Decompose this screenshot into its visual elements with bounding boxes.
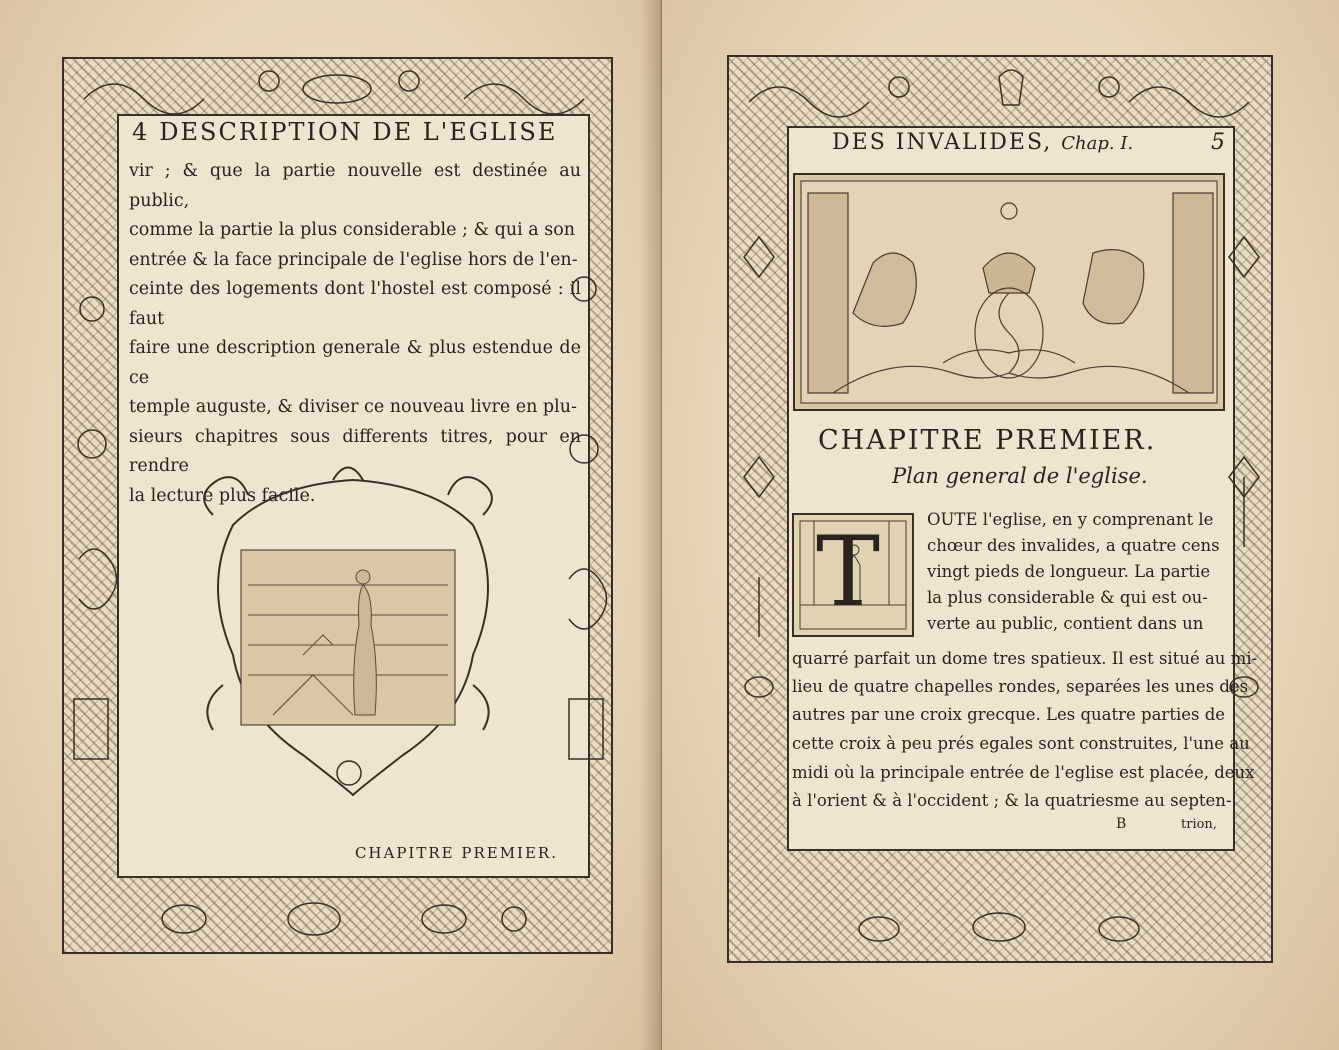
vignette-cartouche-engraving (193, 455, 505, 800)
right-body-line: autres par une croix grecque. Les quatre parties de (792, 705, 1226, 724)
right-running-head-title: DES INVALIDES, (832, 130, 1053, 155)
right-body-line: quarré parfait un dome tres spatieux. Il est situé au mi- (792, 649, 1258, 668)
chapter-title: CHAPITRE PREMIER. (818, 425, 1157, 456)
left-body-line: entrée & la face principale de l'eglise hors de l'en- (129, 249, 578, 270)
dropcap-text-line: la plus considerable & qui est ou- (927, 588, 1208, 607)
left-body-line: la lecture plus facile. (129, 485, 316, 506)
left-page-number: 4 (132, 118, 150, 146)
signature-mark: B (1116, 816, 1127, 832)
left-running-head (132, 118, 582, 158)
chapter-reference: Chap. I. (1061, 133, 1134, 154)
right-running-head (832, 130, 1227, 166)
right-body-line: à l'orient & à l'occident ; & la quatriesme au septen- (792, 791, 1232, 810)
dropcap-text-line: verte au public, contient dans un (927, 614, 1204, 633)
left-body-line: ceinte des logements dont l'hostel est composé : il faut (129, 279, 581, 329)
right-body-line: cette croix à peu prés egales sont construites, l'une au (792, 734, 1250, 753)
right-catchword: trion, (1181, 817, 1217, 832)
left-catchword: CHAPITRE PREMIER. (354, 844, 558, 862)
right-body-line: lieu de quatre chapelles rondes, separées les unes des (792, 677, 1249, 696)
left-running-head-title: DESCRIPTION DE L'EGLISE (159, 118, 558, 146)
left-body-line: sieurs chapitres sous differents titres, pour en rendre (129, 426, 581, 476)
right-body-line: midi où la principale entrée de l'eglise est placée, deux (792, 763, 1255, 782)
right-page-number: 5 (1211, 130, 1227, 155)
dropcap-initial (792, 513, 914, 637)
left-body-line: temple auguste, & diviser ce nouveau livre en plu- (129, 397, 577, 417)
dropcap-letter: T (816, 516, 881, 628)
headpiece-engraving (793, 173, 1225, 411)
left-body-line: faire une description generale & plus estendue de ce (129, 338, 581, 388)
dropcap-text-line: chœur des invalides, a quatre cens (927, 536, 1220, 555)
left-body-line: vir ; & que la partie nouvelle est destinée au public, (129, 161, 581, 211)
dropcap-text-line: OUTE l'eglise, en y comprenant le (927, 510, 1214, 529)
dropcap-text-line: vingt pieds de longueur. La partie (927, 562, 1211, 581)
chapter-subtitle: Plan general de l'eglise. (892, 464, 1148, 488)
left-body-line: comme la partie la plus considerable ; & qui a son (129, 220, 576, 240)
